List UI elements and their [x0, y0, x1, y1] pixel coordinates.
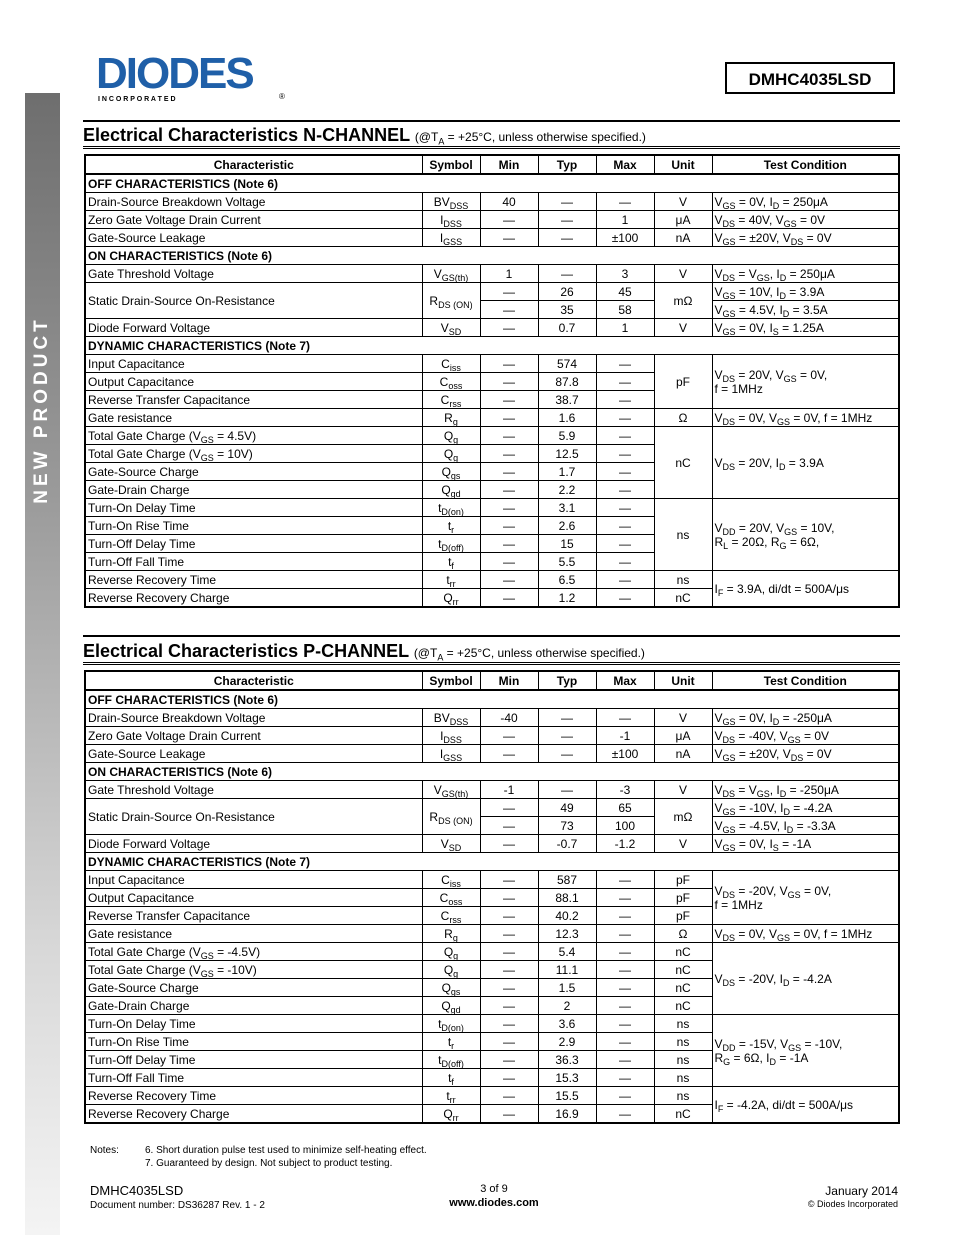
table-row: Reverse Recovery Charge $Q_{rr}$ — 1.2 — nC: [85, 589, 899, 608]
table-row: Turn-Off Fall Time $t_f$ — 15.3 — ns: [85, 1069, 899, 1087]
table-row: Total Gate Charge $(V_{GS} = -10V)$ $Q_g$ — 11.1 — nC: [85, 961, 899, 979]
new-product-label: NEW PRODUCT: [31, 316, 52, 504]
n-channel-condition: ($@T_A = +25^\circ C$, unless otherwise specified.): [414, 130, 646, 147]
notes-label: Notes:: [90, 1145, 119, 1156]
table-row: Gate resistance $R_g$ — 1.6 — Ω $V_{DS} = 0V$, $V_{GS} = 0V$, f = 1MHz: [85, 409, 899, 427]
col-unit: Unit: [654, 155, 712, 174]
table-row: Turn-On Rise Time $t_r$ — 2.9 — ns: [85, 1033, 899, 1051]
table-row: Gate-Drain Charge $Q_{gd}$ — 2.2 —: [85, 481, 899, 499]
table-row: Static Drain-Source On-Resistance $R_{DS (ON)}$ — 49 65 mΩ $V_{GS} = -10V$, $I_D = -4.2A$: [85, 799, 899, 817]
table-row: Reverse Recovery Time $t_{rr}$ — 15.5 — ns $I_F = -4.2A$, di/dt = 500A/μs: [85, 1087, 899, 1105]
table-row: Static Drain-Source On-Resistance $R_{DS (ON)}$ — 26 45 mΩ $V_{GS} = 10V$, $I_D = 3.9A$: [85, 283, 899, 301]
n-channel-title-text: Electrical Characteristics N-CHANNEL: [83, 125, 410, 145]
table-row: Output Capacitance $C_{oss}$ — 87.8 —: [85, 373, 899, 391]
table-row: Turn-Off Delay Time $t_{D(off)}$ — 15 —: [85, 535, 899, 553]
table-row: Diode Forward Voltage $V_{SD}$ — -0.7 -1.2 V $V_{GS} = 0V$, $I_S = -1A$: [85, 835, 899, 853]
table-row: Turn-On Rise Time $t_r$ — 2.6 —: [85, 517, 899, 535]
col-symbol: Symbol: [422, 155, 480, 174]
footer-url[interactable]: www.diodes.com: [449, 1197, 539, 1209]
header-rule: [83, 120, 900, 122]
section-row: DYNAMIC CHARACTERISTICS (Note 7): [85, 853, 899, 871]
footer-page-number: 3 of 9: [480, 1183, 508, 1195]
table-row: Drain-Source Breakdown Voltage $BV_{DSS}$ -40 — — V $V_{GS} = 0V$, $I_D = -250\mu A$: [85, 709, 899, 727]
table-row: Gate-Source Leakage $I_{GSS}$ — — ±100 nA $V_{GS} = \pm 20V$, $V_{DS} = 0V$: [85, 745, 899, 763]
p-channel-table: [84, 670, 900, 1124]
table-row: Zero Gate Voltage Drain Current $I_{DSS}$ — — -1 μA $V_{DS} = -40V$, $V_{GS} = 0V$: [85, 727, 899, 745]
footer-document-number: Document number: DS36287 Rev. 1 - 2: [90, 1200, 265, 1211]
table-row: Gate Threshold Voltage $V_{GS(th)}$ -1 — -3 V $V_{DS} = V_{GS}$, $I_D = -250\mu A$: [85, 781, 899, 799]
col-min: Min: [480, 671, 538, 690]
diodes-logo: [92, 50, 292, 105]
table-row: — 73 100 $V_{GS} = -4.5V$, $I_D = -3.3A$: [85, 817, 899, 835]
col-max: Max: [596, 155, 654, 174]
note-7: 7. Guaranteed by design. Not subject to product testing.: [145, 1158, 393, 1169]
col-characteristic: Characteristic: [85, 671, 422, 690]
section-divider: [83, 635, 900, 637]
logo-tagline: I N C O R P O R A T E D: [98, 96, 176, 103]
p-channel-condition: ($@T_A = +25^\circ C$, unless otherwise specified.): [413, 646, 645, 663]
table-header-row: [85, 155, 899, 174]
section-row: ON CHARACTERISTICS (Note 6): [85, 763, 899, 781]
col-characteristic: Characteristic: [85, 155, 422, 174]
table-row: Turn-On Delay Time $t_{D(on)}$ — 3.6 — ns $V_{DD} = -15V$, $V_{GS} = -10V$, $R_G = 6\Omega$, $I_D = -1A$: [85, 1015, 899, 1033]
table-row: Reverse Transfer Capacitance $C_{rss}$ — 40.2 — pF: [85, 907, 899, 925]
table-row: Gate resistance $R_g$ — 12.3 — Ω $V_{DS} = 0V$, $V_{GS} = 0V$, f = 1MHz: [85, 925, 899, 943]
col-max: Max: [596, 671, 654, 690]
footer-part-number: DMHC4035LSD: [90, 1183, 184, 1198]
col-symbol: Symbol: [422, 671, 480, 690]
table-row: Total Gate Charge $(V_{GS} = 4.5V)$ $Q_g$ — 5.9 — nC $V_{DS} = 20V$, $I_D = 3.9A$: [85, 427, 899, 445]
table-row: Turn-Off Delay Time $t_{D(off)}$ — 36.3 — ns: [85, 1051, 899, 1069]
table-row: Input Capacitance $C_{iss}$ — 574 — pF $V_{DS} = 20V$, $V_{GS} = 0V$, f = 1MHz: [85, 355, 899, 373]
n-channel-rule: [83, 146, 900, 149]
table-row: Gate Threshold Voltage $V_{GS(th)}$ 1 — 3 V $V_{DS} = V_{GS}$, $I_D = 250\mu A$: [85, 265, 899, 283]
table-row: Gate-Drain Charge $Q_{gd}$ — 2 — nC: [85, 997, 899, 1015]
table-row: Reverse Recovery Charge $Q_{rr}$ — 16.9 — nC: [85, 1105, 899, 1124]
table-header-row: [85, 671, 899, 690]
section-row: OFF CHARACTERISTICS (Note 6): [85, 690, 899, 709]
footer-date: January 2014: [825, 1184, 898, 1198]
table-row: Drain-Source Breakdown Voltage $BV_{DSS}$ 40 — — V $V_{GS} = 0V$, $I_D = 250\mu A$: [85, 193, 899, 211]
col-typ: Typ: [538, 671, 596, 690]
table-row: Total Gate Charge $(V_{GS} = -4.5V)$ $Q_g$ — 5.4 — nC $V_{DS} = -20V$, $I_D = -4.2A$: [85, 943, 899, 961]
table-row: Turn-On Delay Time $t_{D(on)}$ — 3.1 — ns $V_{DD} = 20V$, $V_{GS} = 10V$, $R_L = 20\Omega$, $R_G = 6\Omega$,: [85, 499, 899, 517]
section-row: DYNAMIC CHARACTERISTICS (Note 7): [85, 337, 899, 355]
table-row: Output Capacitance $C_{oss}$ — 88.1 — pF: [85, 889, 899, 907]
footer-copyright: © Diodes Incorporated: [807, 1199, 898, 1209]
logo-registered: ®: [279, 92, 285, 101]
table-row: Turn-Off Fall Time $t_f$ — 5.5 —: [85, 553, 899, 571]
logo-wordmark: DIODES: [96, 50, 253, 98]
col-test-condition: Test Condition: [712, 671, 899, 690]
table-row: — 35 58 $V_{GS} = 4.5V$, $I_D = 3.5A$: [85, 301, 899, 319]
table-row: Gate-Source Charge $Q_{gs}$ — 1.5 — nC: [85, 979, 899, 997]
note-6: 6. Short duration pulse test used to minimize self-heating effect.: [145, 1145, 427, 1156]
table-row: Zero Gate Voltage Drain Current $I_{DSS}$ — — 1 μA $V_{DS} = 40V$, $V_{GS} = 0V$: [85, 211, 899, 229]
section-row: OFF CHARACTERISTICS (Note 6): [85, 174, 899, 193]
table-row: Reverse Transfer Capacitance $C_{rss}$ — 38.7 —: [85, 391, 899, 409]
col-unit: Unit: [654, 671, 712, 690]
table-row: Reverse Recovery Time $t_{rr}$ — 6.5 — ns $I_F = 3.9A$, di/dt = 500A/μs: [85, 571, 899, 589]
col-typ: Typ: [538, 155, 596, 174]
table-row: Total Gate Charge $(V_{GS} = 10V)$ $Q_g$ — 12.5 —: [85, 445, 899, 463]
table-row: Input Capacitance $C_{iss}$ — 587 — pF $V_{DS} = -20V$, $V_{GS} = 0V$, f = 1MHz: [85, 871, 899, 889]
part-number-box: DMHC4035LSD: [725, 62, 895, 94]
p-channel-title-text: Electrical Characteristics P-CHANNEL: [83, 641, 409, 661]
sidebar-banner: [25, 93, 60, 1235]
notes: [90, 1144, 427, 1170]
n-channel-title: [83, 125, 646, 146]
section-row: ON CHARACTERISTICS (Note 6): [85, 247, 899, 265]
col-min: Min: [480, 155, 538, 174]
col-test-condition: Test Condition: [712, 155, 899, 174]
table-row: Gate-Source Charge $Q_{gs}$ — 1.7 —: [85, 463, 899, 481]
table-row: Gate-Source Leakage $I_{GSS}$ — — ±100 nA $V_{GS} = \pm 20V$, $V_{DS} = 0V$: [85, 229, 899, 247]
p-channel-rule: [83, 662, 900, 665]
table-row: Diode Forward Voltage $V_{SD}$ — 0.7 1 V $V_{GS} = 0V$, $I_S = 1.25A$: [85, 319, 899, 337]
n-channel-table: [84, 154, 900, 608]
p-channel-title: [83, 641, 645, 662]
